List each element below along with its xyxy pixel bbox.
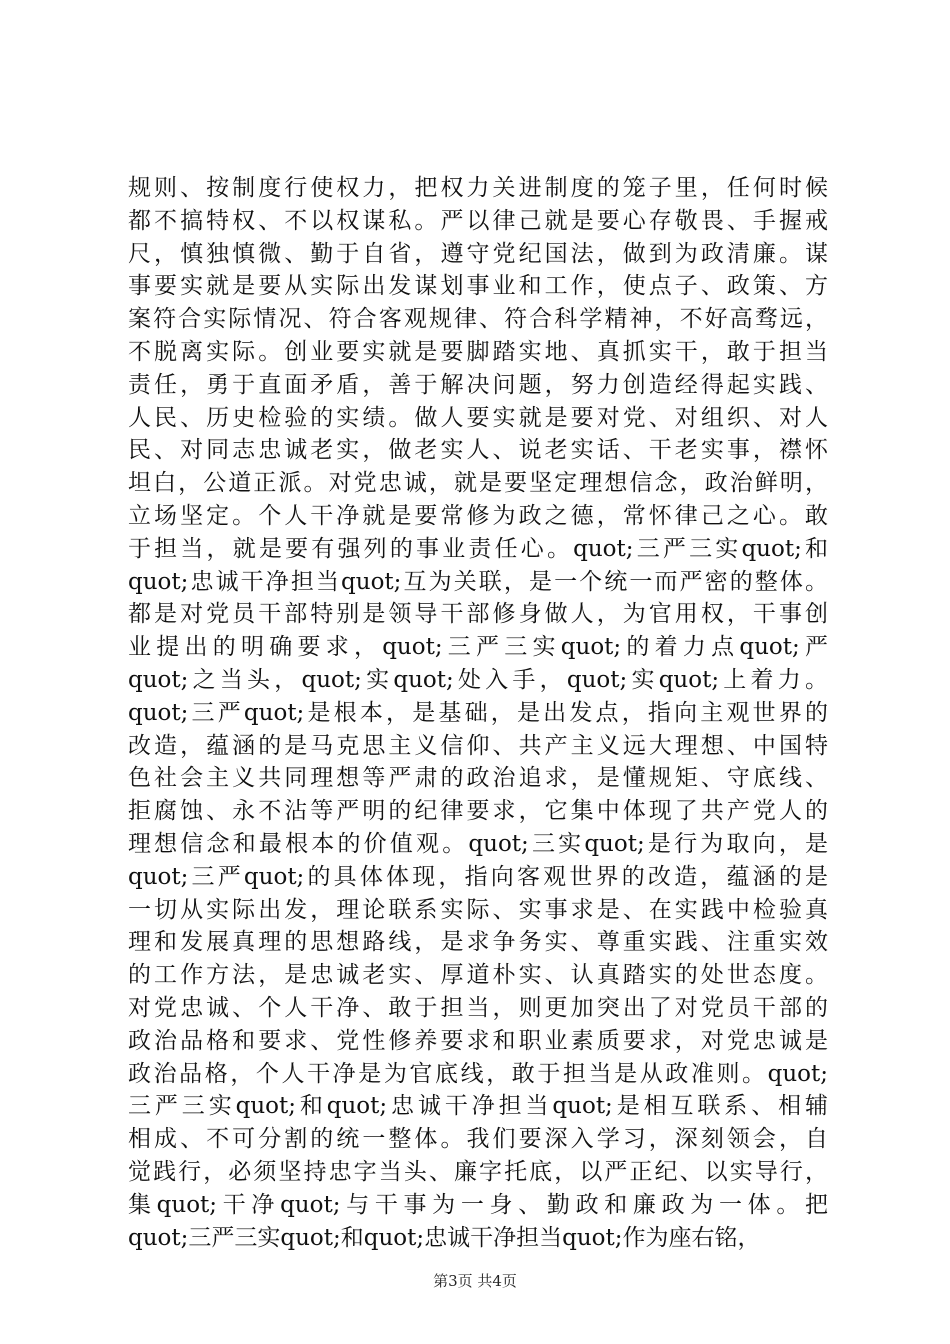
- text-line: 三严三实quot;和quot;忠诚干净担当quot;是相互联系、相辅: [128, 1093, 828, 1120]
- text-line: quot;之当头，quot;实quot;处入手，quot;实quot;上着力。: [128, 666, 828, 693]
- text-line: 的工作方法，是忠诚老实、厚道朴实、认真踏实的处世态度。: [128, 962, 828, 989]
- text-line: 色社会主义共同理想等严肃的政治追求，是懂规矩、守底线、: [128, 765, 828, 792]
- text-line: 坦白，公道正派。对党忠诚，就是要坚定理想信念，政治鲜明，: [128, 470, 828, 497]
- text-line: quot;忠诚干净担当quot;互为关联，是一个统一而严密的整体。: [128, 568, 828, 595]
- text-line: 事要实就是要从实际出发谋划事业和工作，使点子、政策、方: [128, 273, 828, 300]
- text-line: 立场坚定。个人干净就是要常修为政之德，常怀律己之心。敢: [128, 502, 828, 529]
- text-line: 一切从实际出发，理论联系实际、实事求是、在实践中检验真: [128, 896, 828, 923]
- text-line: 不脱离实际。创业要实就是要脚踏实地、真抓实干，敢于担当: [128, 338, 828, 365]
- text-line: quot;三严三实quot;和quot;忠诚干净担当quot;作为座右铭，: [128, 1224, 761, 1251]
- text-line: 政治品格和要求、党性修养要求和职业素质要求，对党忠诚是: [128, 1027, 828, 1054]
- text-line: 责任，勇于直面矛盾，善于解决问题，努力创造经得起实践、: [128, 371, 828, 398]
- text-line: 民、对同志忠诚老实，做老实人、说老实话、干老实事，襟怀: [128, 437, 828, 464]
- text-line: 案符合实际情况、符合客观规律、符合科学精神，不好高骛远，: [128, 306, 828, 333]
- text-line: 理想信念和最根本的价值观。quot;三实quot;是行为取向，是: [128, 830, 828, 857]
- text-line: 于担当，就是要有强列的事业责任心。quot;三严三实quot;和: [128, 535, 828, 562]
- text-line: 改造，蕴涵的是马克思主义信仰、共产主义远大理想、中国特: [128, 732, 828, 759]
- text-line: 理和发展真理的思想路线，是求争务实、尊重实践、注重实效: [128, 929, 828, 956]
- text-line: 对党忠诚、个人干净、敢于担当，则更加突出了对党员干部的: [128, 994, 828, 1021]
- text-line: 政治品格，个人干净是为官底线，敢于担当是从政准则。quot;: [128, 1060, 828, 1087]
- text-line: 相成、不可分割的统一整体。我们要深入学习，深刻领会，自: [128, 1126, 828, 1153]
- page-number-footer: 第3页 共4页: [433, 1272, 517, 1290]
- text-line: quot;三严quot;的具体体现，指向客观世界的改造，蕴涵的是: [128, 863, 828, 890]
- text-line: 拒腐蚀、永不沾等严明的纪律要求，它集中体现了共产党人的: [128, 798, 828, 825]
- text-line: 都不搞特权、不以权谋私。严以律己就是要心存敬畏、手握戒: [128, 207, 828, 234]
- text-line: 尺，慎独慎微、勤于自省，遵守党纪国法，做到为政清廉。谋: [128, 240, 828, 267]
- text-line: quot;三严quot;是根本，是基础，是出发点，指向主观世界的: [128, 699, 828, 726]
- text-line: 集quot;干净quot;与干事为一身、勤政和廉政为一体。把: [128, 1191, 828, 1218]
- text-line: 人民、历史检验的实绩。做人要实就是要对党、对组织、对人: [128, 404, 828, 431]
- body-text: [128, 172, 828, 1254]
- text-line: 觉践行，必须坚持忠字当头、廉字托底，以严正纪、以实导行，: [128, 1158, 828, 1185]
- text-line: 规则、按制度行使权力，把权力关进制度的笼子里，任何时候: [128, 175, 828, 201]
- text-line: 业提出的明确要求，quot;三严三实quot;的着力点quot;严: [128, 634, 828, 661]
- text-line: 都是对党员干部特别是领导干部修身做人，为官用权，干事创: [128, 601, 828, 628]
